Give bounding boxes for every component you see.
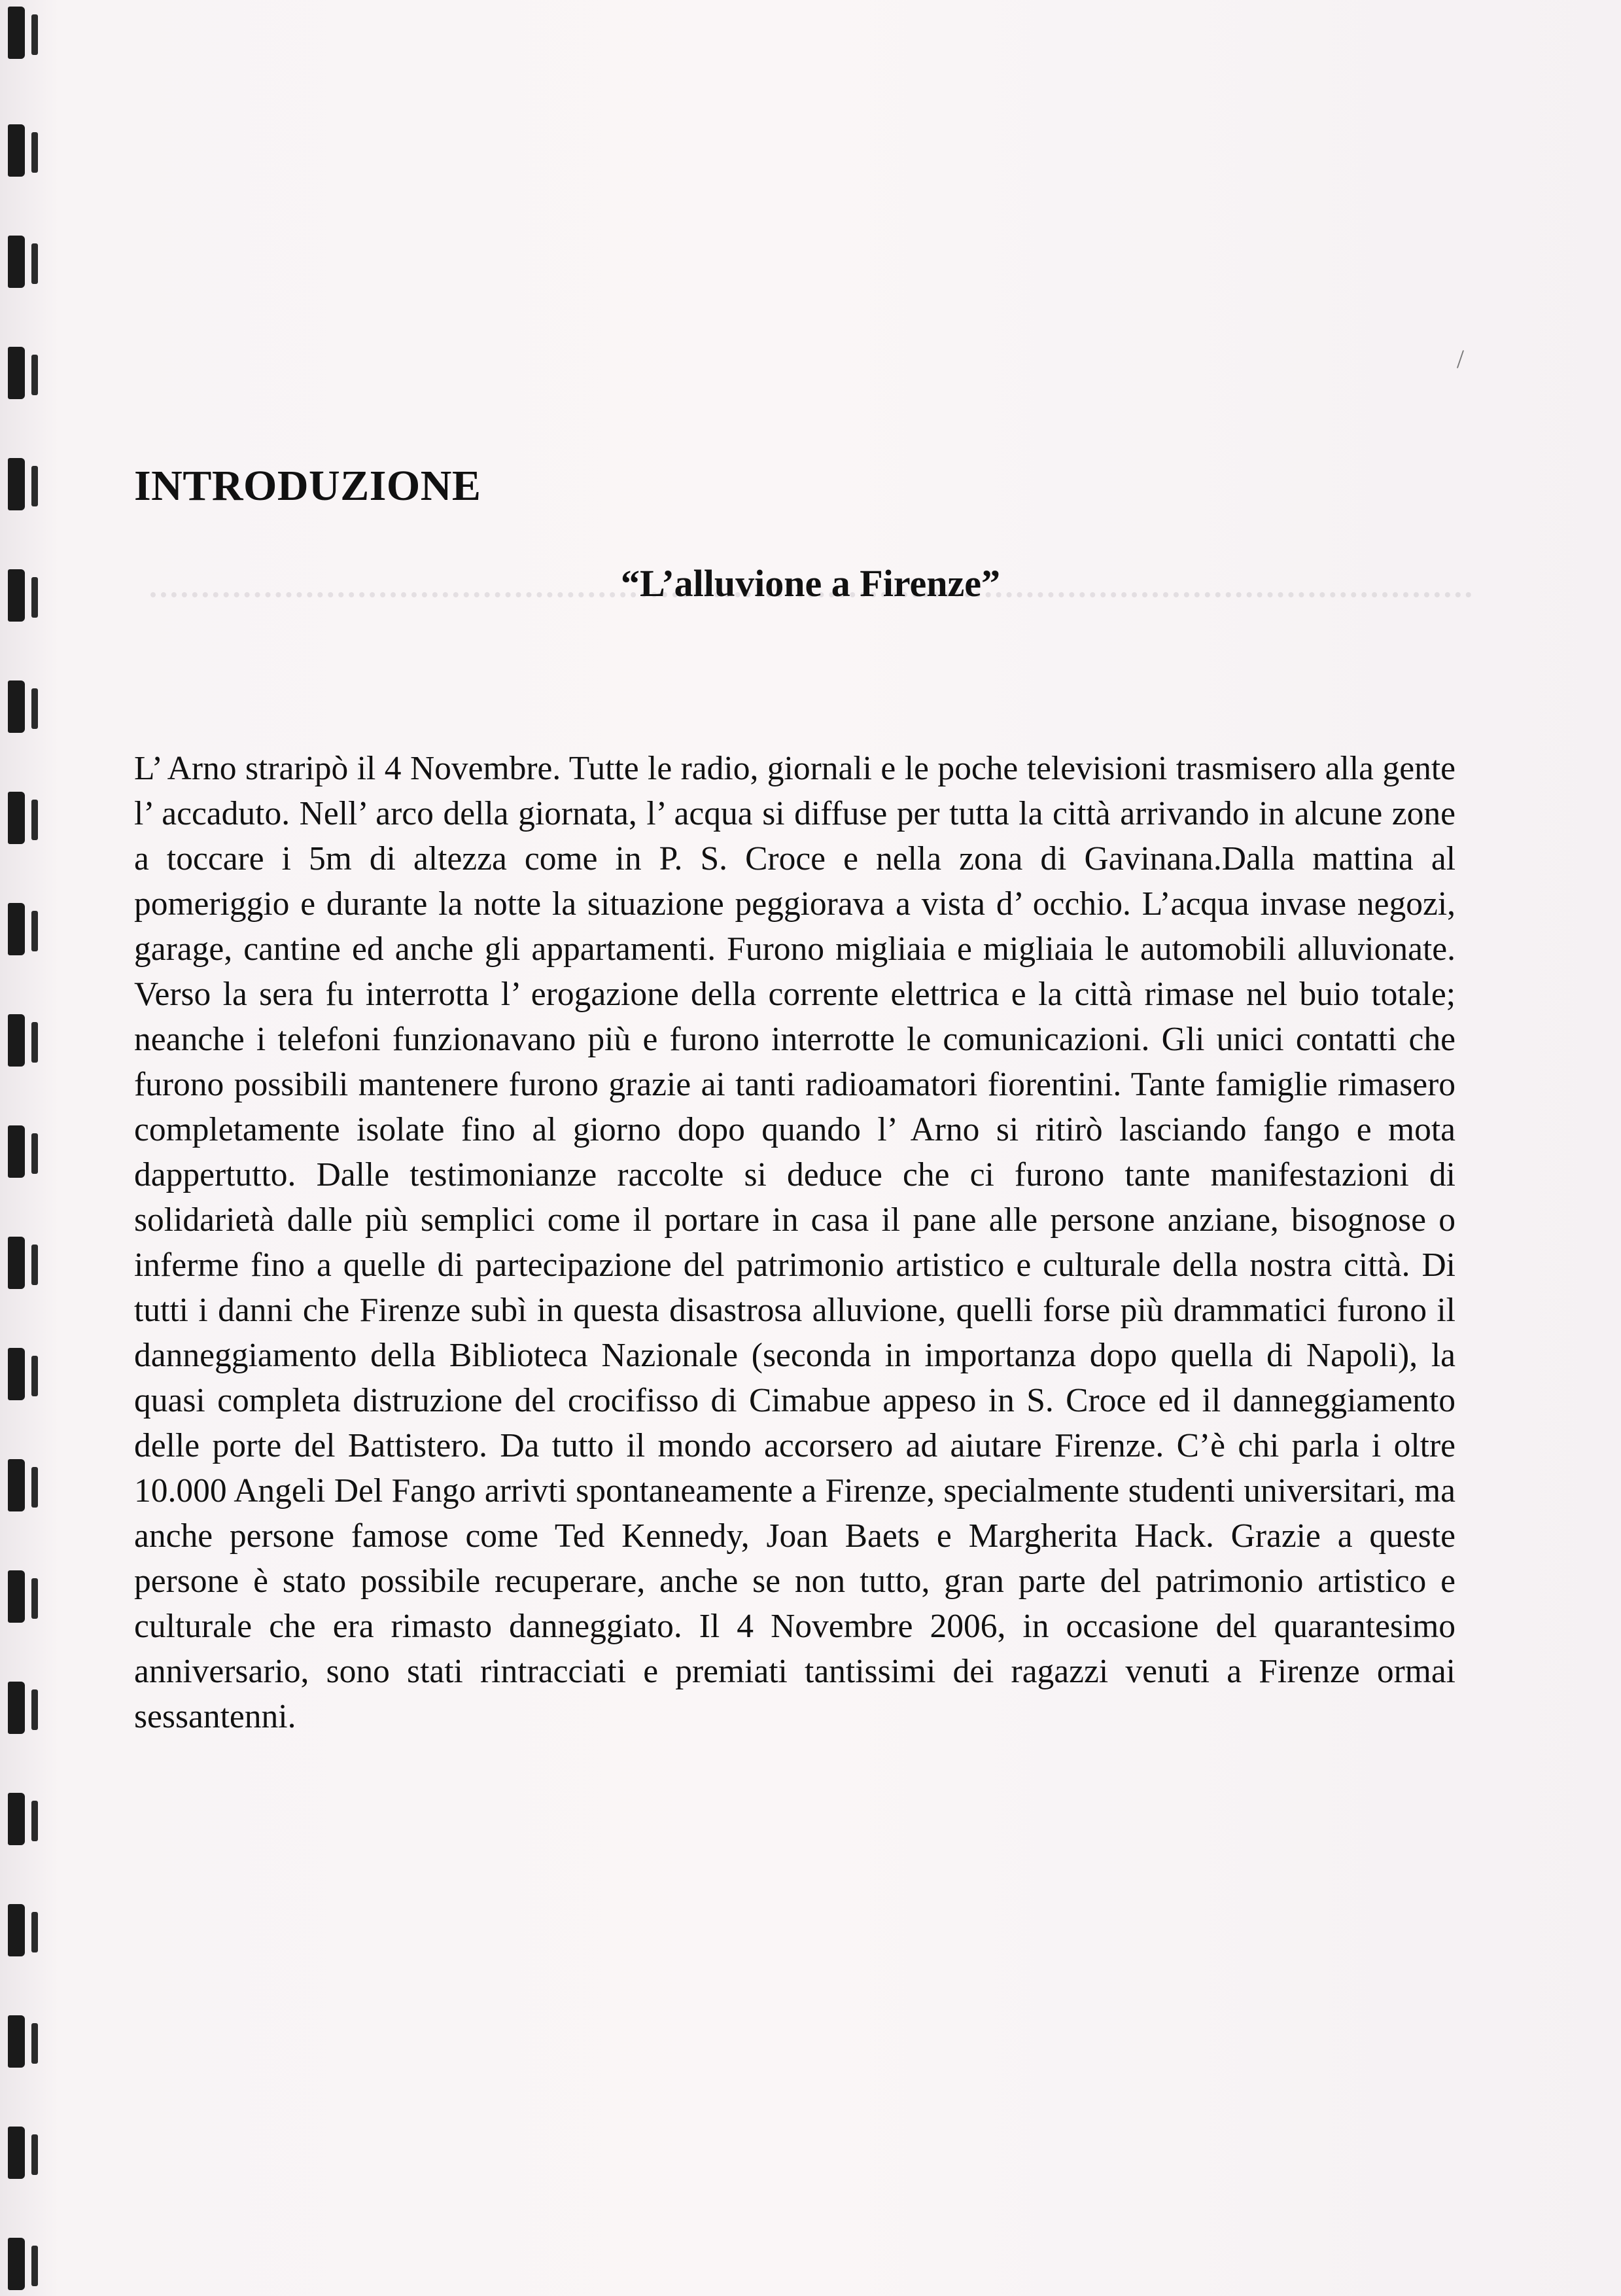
body-paragraph: L’ Arno straripò il 4 Novembre. Tutte le radio, giornali e le poche televisioni trasmisero alla gente l’ accaduto. Nell’ arco della giornata, l’ acqua si diffuse per tutta la città arrivando in alcune zone a toccare i 5m di altezza come in P. S. Croce e nella zona di Gavinana.Dalla mattina al pomeriggio e durante la notte la situazione peggiorava a vista d’ occhio. L’acqua invase negozi, garage, cantine ed anche gli appartamenti. Furono migliaia e migliaia le automobili alluvionate. Verso la sera fu interrotta l’ erogazione della corrente elettrica e la città rimase nel buio totale; neanche i telefoni funzionavano più e furono interrotte le comunicazioni. Gli unici contatti che furono possibili mantenere furono grazie ai tanti radioamatori fiorentini. Tante famiglie rimasero completamente isolate fino al giorno dopo quando l’ Arno si ritirò lasciando fango e mota dappertutto. Dalle testimonianze raccolte si deduce che ci furono tante manifestazioni di solidarietà dalle più semplici come il portare in casa il pane alle persone anziane, bisognose o inferme fino a quelle di partecipazione del patrimonio artistico e culturale della nostra città. Di tutti i danni che Firenze subì in questa disastrosa alluvione, quelli forse più drammatici furono il danneggiamento della Biblioteca Nazionale (seconda in importanza dopo quella di Napoli), la quasi completa distruzione del crocifisso di Cimabue appeso in S. Croce ed il danneggiamento delle porte del Battistero. Da tutto il mondo accorsero ad aiutare Firenze. C’è chi parla i oltre 10.000 Angeli Del Fango arrivti spontaneamente a Firenze, specialmente studenti universitari, ma anche persone famose come Ted Kennedy, Joan Baets e Margherita Hack. Grazie a queste persone è stato possibile recuperare, anche se non tutto, gran parte del patrimonio artistico e culturale che era rimasto danneggiato. Il 4 Novembre 2006, in occasione del quarantesimo anniversario, sono stati rintracciati e premiati tantissimi dei ragazzi venuti a Firenze ormai sessantenni. xyxy=(134,750,1455,1735)
binding-ring xyxy=(5,792,37,844)
binding-ring xyxy=(5,2015,37,2068)
page-title: INTRODUZIONE xyxy=(134,462,481,510)
binding-ring xyxy=(5,680,37,733)
binding-ring xyxy=(5,1014,37,1067)
spiral-binding xyxy=(0,0,52,2296)
binding-ring xyxy=(5,124,37,177)
page-subtitle: “L’alluvione a Firenze” xyxy=(621,562,1000,605)
binding-ring xyxy=(5,7,37,59)
binding-ring xyxy=(5,458,37,510)
binding-ring xyxy=(5,1459,37,1511)
binding-ring xyxy=(5,1570,37,1623)
pen-mark: / xyxy=(1456,344,1464,374)
binding-ring xyxy=(5,347,37,399)
binding-ring xyxy=(5,1682,37,1734)
binding-ring xyxy=(5,2238,37,2290)
binding-ring xyxy=(5,903,37,955)
binding-ring xyxy=(5,1125,37,1178)
binding-ring xyxy=(5,2127,37,2179)
binding-ring xyxy=(5,1904,37,1956)
binding-ring xyxy=(5,1793,37,1845)
binding-ring xyxy=(5,1237,37,1289)
binding-ring xyxy=(5,1348,37,1400)
binding-ring xyxy=(5,236,37,288)
